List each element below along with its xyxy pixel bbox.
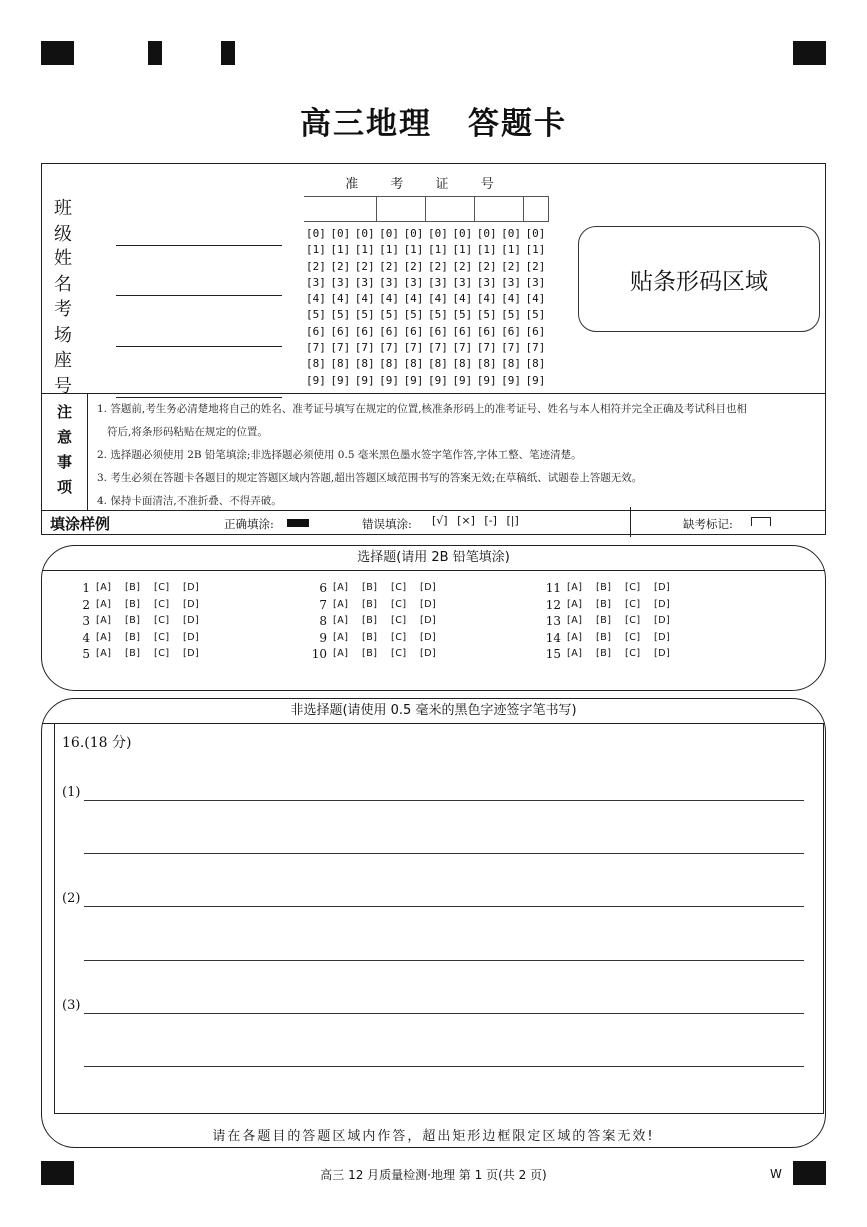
page-footer: 高三 12 月质量检测·地理 第 1 页(共 2 页) <box>320 1168 547 1182</box>
notes-section <box>42 393 825 511</box>
choice-question <box>539 630 683 647</box>
digit-bubble[interactable]: [3] <box>476 275 497 289</box>
option-bubble[interactable]: [B] <box>362 582 378 593</box>
digit-bubble[interactable]: [3] <box>452 275 473 289</box>
digit-row <box>306 340 550 356</box>
digit-bubble[interactable]: [1] <box>354 243 375 257</box>
digit-bubble[interactable]: [5] <box>452 308 473 322</box>
name-label: 姓 名 <box>54 248 92 295</box>
correct-fill-label: 正确填涂: <box>224 517 274 531</box>
option-bubble[interactable]: [C] <box>154 615 170 626</box>
name-input-line[interactable] <box>116 275 282 296</box>
digit-bubble[interactable]: [6] <box>354 324 375 338</box>
option-bubble[interactable]: [A] <box>333 582 349 593</box>
digit-bubble[interactable]: [6] <box>403 324 424 338</box>
digit-bubble[interactable]: [1] <box>403 243 424 257</box>
alignment-mark-top-2 <box>148 41 162 65</box>
digit-bubble[interactable]: [5] <box>525 308 546 322</box>
footer-corner-mark: W <box>770 1167 782 1181</box>
option-bubble[interactable]: [C] <box>154 598 170 610</box>
wrong-mark: [√] <box>432 514 448 527</box>
digit-row <box>306 356 550 372</box>
title-subject: 高三地理 <box>300 106 432 142</box>
option-bubble[interactable]: [B] <box>596 582 612 593</box>
digit-bubble[interactable]: [7] <box>476 341 497 355</box>
question-number: 15 <box>545 647 561 661</box>
digit-bubble[interactable]: [0] <box>452 227 473 240</box>
choice-header: 选择题(请用 2B 铅笔填涂) <box>42 546 825 571</box>
digit-bubble[interactable]: [3] <box>403 275 424 289</box>
answer-line[interactable] <box>84 1013 804 1014</box>
option-bubble[interactable]: [D] <box>654 648 671 659</box>
wrong-fill-label: 错误填涂: <box>362 517 412 531</box>
digit-bubble[interactable]: [4] <box>427 292 448 306</box>
digit-bubble[interactable]: [7] <box>306 341 326 355</box>
digit-bubble[interactable]: [0] <box>354 227 375 240</box>
fill-sample-label: 填涂样例 <box>50 515 111 533</box>
question-number: 1 <box>82 581 90 595</box>
answer-line[interactable] <box>84 960 804 961</box>
absent-mark-box[interactable] <box>751 517 771 526</box>
note-item: 3. 考生必须在答题卡各题目的规定答题区域内答题,超出答题区域范围书写的答案无效;在草稿纸、试题卷上答题无效。 <box>97 472 643 484</box>
digit-bubble[interactable]: [3] <box>379 275 400 289</box>
option-bubble[interactable]: [D] <box>420 582 437 593</box>
digit-bubble[interactable]: [4] <box>452 292 473 306</box>
digit-bubble[interactable]: [2] <box>306 259 326 273</box>
digit-bubble[interactable]: [6] <box>501 324 521 338</box>
option-bubble[interactable]: [C] <box>154 631 170 643</box>
question-number: 13 <box>545 614 561 628</box>
question-number: 12 <box>545 597 561 612</box>
digit-bubble[interactable]: [5] <box>427 308 448 322</box>
digit-bubble[interactable]: [1] <box>525 243 546 257</box>
digit-bubble[interactable]: [6] <box>452 324 473 338</box>
choice-section <box>41 545 826 691</box>
barcode-area: 贴条形码区域 <box>578 226 820 332</box>
correct-fill-icon <box>287 519 309 527</box>
digit-bubble[interactable]: [3] <box>306 275 326 289</box>
digit-bubble[interactable]: [6] <box>525 324 546 338</box>
question-number: 7 <box>319 597 327 612</box>
choice-question <box>305 613 449 630</box>
sample-divider <box>630 507 631 537</box>
answer-area-warning: 请在各题目的答题区域内作答，超出矩形边框限定区域的答案无效! <box>212 1129 655 1144</box>
option-bubble[interactable]: [C] <box>154 648 170 659</box>
digit-bubble[interactable]: [0] <box>525 227 546 240</box>
digit-bubble[interactable]: [2] <box>379 259 400 273</box>
digit-bubble[interactable]: [7] <box>525 341 546 355</box>
option-bubble[interactable]: [D] <box>654 631 671 643</box>
note-item: 4. 保持卡面清洁,不准折叠、不得弄破。 <box>97 495 282 507</box>
digit-bubble[interactable]: [9] <box>452 373 473 387</box>
digit-bubble[interactable]: [2] <box>525 259 546 273</box>
digit-row <box>306 259 550 275</box>
exam-number-write-row[interactable] <box>304 196 549 222</box>
digit-bubble[interactable]: [9] <box>501 373 521 387</box>
choice-question <box>68 580 212 597</box>
digit-bubble[interactable]: [6] <box>476 324 497 338</box>
digit-row <box>306 242 550 258</box>
digit-bubble[interactable]: [0] <box>379 227 400 240</box>
digit-bubble[interactable]: [3] <box>330 275 351 289</box>
digit-bubble[interactable]: [5] <box>379 308 400 322</box>
notes-label <box>42 394 88 510</box>
option-bubble[interactable]: [D] <box>183 648 200 659</box>
option-bubble[interactable]: [B] <box>596 648 612 659</box>
digit-bubble[interactable]: [4] <box>525 292 546 306</box>
option-bubble[interactable]: [C] <box>154 582 170 593</box>
option-bubble[interactable]: [A] <box>96 615 112 626</box>
option-bubble[interactable]: [D] <box>654 615 671 626</box>
question-number: 4 <box>82 630 90 645</box>
digit-bubble[interactable]: [1] <box>306 243 326 257</box>
choice-question <box>539 646 683 663</box>
answer-area-16[interactable] <box>54 723 824 1114</box>
digit-bubble[interactable]: [3] <box>501 275 521 289</box>
choice-question <box>305 580 449 597</box>
digit-bubble[interactable]: [2] <box>427 259 448 273</box>
digit-row <box>306 291 550 307</box>
option-bubble[interactable]: [D] <box>654 598 671 610</box>
option-bubble[interactable]: [A] <box>333 598 349 610</box>
option-bubble[interactable]: [A] <box>96 648 112 659</box>
digit-bubble[interactable]: [2] <box>354 259 375 273</box>
digit-bubble[interactable]: [8] <box>354 357 375 371</box>
class-label: 班 级 <box>54 198 92 245</box>
option-bubble[interactable]: [A] <box>333 648 349 659</box>
exam-room-label: 考 场 <box>54 299 92 346</box>
digit-bubble[interactable]: [1] <box>330 243 351 257</box>
option-bubble[interactable]: [B] <box>362 631 378 643</box>
alignment-mark-top-3 <box>221 41 235 65</box>
option-bubble[interactable]: [A] <box>333 631 349 643</box>
digit-row <box>306 373 550 389</box>
wrong-fill-icon <box>432 514 519 527</box>
digit-bubble[interactable]: [9] <box>403 373 424 387</box>
exam-room-field[interactable] <box>54 295 282 347</box>
digit-bubble[interactable]: [8] <box>501 357 521 371</box>
question-number: 14 <box>545 630 561 645</box>
digit-bubble[interactable]: [3] <box>427 275 448 289</box>
digit-bubble[interactable]: [8] <box>379 357 400 371</box>
option-bubble[interactable]: [A] <box>96 598 112 610</box>
digit-bubble[interactable]: [2] <box>403 259 424 273</box>
digit-bubble[interactable]: [6] <box>306 324 326 338</box>
digit-bubble[interactable]: [6] <box>330 324 351 338</box>
seat-label: 座 号 <box>54 350 92 397</box>
choice-question <box>305 646 449 663</box>
nonchoice-header: 非选择题(请使用 0.5 毫米的黑色字迹签字笔书写) <box>42 699 825 724</box>
student-info-box <box>41 163 826 535</box>
digit-bubble[interactable]: [1] <box>476 243 497 257</box>
option-bubble[interactable]: [D] <box>420 648 437 659</box>
question-16-label: 16.(18 分) <box>62 735 132 751</box>
digit-bubble[interactable]: [1] <box>501 243 521 257</box>
choice-question <box>68 630 212 647</box>
digit-bubble[interactable]: [7] <box>330 341 351 355</box>
note-item: 2. 选择题必须使用 2B 铅笔填涂;非选择题必须使用 0.5 毫米黑色墨水签字笔作答,字体工整、笔迹清楚。 <box>97 449 582 461</box>
option-bubble[interactable]: [D] <box>183 615 200 626</box>
question-number: 5 <box>82 647 90 661</box>
digit-row <box>306 307 550 323</box>
digit-row <box>306 275 550 291</box>
digit-bubble[interactable]: [8] <box>306 357 326 371</box>
option-bubble[interactable]: [D] <box>420 598 437 610</box>
note-item: 符后,将条形码粘贴在规定的位置。 <box>107 426 268 438</box>
digit-row <box>306 324 550 340</box>
question-number: 3 <box>82 614 90 628</box>
option-bubble[interactable]: [C] <box>625 598 641 610</box>
digit-bubble[interactable]: [7] <box>452 341 473 355</box>
question-number: 11 <box>545 581 561 595</box>
digit-bubble[interactable]: [3] <box>354 275 375 289</box>
page-title <box>0 98 867 143</box>
option-bubble[interactable]: [B] <box>362 615 378 626</box>
note-item: 1. 答题前,考生务必清楚地将自己的姓名、准考证号填写在规定的位置,核准条形码上的准考证号、姓名与本人相符并完全正确及考试科目也相 <box>97 403 748 415</box>
digit-bubble[interactable]: [2] <box>476 259 497 273</box>
digit-bubble[interactable]: [8] <box>452 357 473 371</box>
option-bubble[interactable]: [B] <box>125 582 141 593</box>
digit-bubble[interactable]: [4] <box>501 292 521 306</box>
answer-line[interactable] <box>84 853 804 854</box>
notes-label-char: 意 <box>56 428 72 446</box>
option-bubble[interactable]: [D] <box>420 615 437 626</box>
question-number: 6 <box>319 581 327 595</box>
option-bubble[interactable]: [D] <box>183 631 200 643</box>
digit-bubble[interactable]: [9] <box>427 373 448 387</box>
digit-bubble[interactable]: [6] <box>427 324 448 338</box>
digit-bubble[interactable]: [1] <box>452 243 473 257</box>
option-bubble[interactable]: [B] <box>125 615 141 626</box>
choice-question <box>539 597 683 614</box>
choice-question <box>305 630 449 647</box>
option-bubble[interactable]: [A] <box>567 598 583 610</box>
choice-question <box>68 597 212 614</box>
wrong-mark: [-] <box>484 514 497 527</box>
question-number: 10 <box>311 647 327 661</box>
option-bubble[interactable]: [A] <box>567 631 583 643</box>
option-bubble[interactable]: [D] <box>654 582 671 593</box>
digit-bubble[interactable]: [9] <box>354 373 375 387</box>
digit-bubble[interactable]: [9] <box>330 373 351 387</box>
option-bubble[interactable]: [C] <box>625 615 641 626</box>
digit-bubble[interactable]: [0] <box>306 227 326 240</box>
digit-bubble[interactable]: [9] <box>306 373 326 387</box>
digit-bubble[interactable]: [4] <box>306 292 326 306</box>
digit-bubble[interactable]: [3] <box>525 275 546 289</box>
digit-bubble[interactable]: [7] <box>354 341 375 355</box>
alignment-mark-top-right <box>793 41 826 65</box>
part-2-label: (2) <box>62 891 81 906</box>
part-1-label: (1) <box>62 785 81 800</box>
option-bubble[interactable]: [A] <box>333 615 349 626</box>
option-bubble[interactable]: [C] <box>391 615 407 626</box>
name-field[interactable] <box>54 244 282 296</box>
digit-bubble[interactable]: [5] <box>306 308 326 322</box>
option-bubble[interactable]: [B] <box>596 598 612 610</box>
notes-text <box>97 398 817 513</box>
digit-bubble[interactable]: [9] <box>379 373 400 387</box>
choice-column <box>539 580 683 663</box>
option-bubble[interactable]: [C] <box>391 598 407 610</box>
question-number: 8 <box>319 614 327 628</box>
digit-bubble[interactable]: [0] <box>330 227 351 240</box>
choice-column <box>68 580 212 663</box>
digit-bubble[interactable]: [7] <box>427 341 448 355</box>
choice-question <box>305 597 449 614</box>
digit-bubble[interactable]: [6] <box>379 324 400 338</box>
digit-bubble[interactable]: [4] <box>330 292 351 306</box>
option-bubble[interactable]: [A] <box>567 648 583 659</box>
option-bubble[interactable]: [C] <box>391 582 407 593</box>
notes-label-char: 项 <box>56 478 72 496</box>
option-bubble[interactable]: [D] <box>183 582 200 593</box>
option-bubble[interactable]: [B] <box>125 631 141 643</box>
digit-bubble[interactable]: [5] <box>476 308 497 322</box>
option-bubble[interactable]: [B] <box>596 615 612 626</box>
digit-bubble[interactable]: [9] <box>476 373 497 387</box>
seat-field[interactable] <box>54 346 282 398</box>
digit-bubble[interactable]: [2] <box>501 259 521 273</box>
fill-sample-row <box>42 509 825 535</box>
option-bubble[interactable]: [B] <box>362 648 378 659</box>
option-bubble[interactable]: [C] <box>625 631 641 643</box>
answer-line[interactable] <box>84 800 804 801</box>
option-bubble[interactable]: [B] <box>596 631 612 643</box>
digit-row <box>306 226 550 242</box>
digit-bubble[interactable]: [9] <box>525 373 546 387</box>
choice-question <box>539 580 683 597</box>
option-bubble[interactable]: [C] <box>625 582 641 593</box>
digit-bubble[interactable]: [5] <box>501 308 521 322</box>
title-card: 答题卡 <box>468 106 567 142</box>
digit-bubble[interactable]: [7] <box>379 341 400 355</box>
choice-question <box>68 646 212 663</box>
digit-bubble[interactable]: [2] <box>330 259 351 273</box>
digit-bubble[interactable]: [7] <box>403 341 424 355</box>
notes-label-char: 事 <box>56 453 72 471</box>
part-3-label: (3) <box>62 998 81 1013</box>
exam-room-input-line[interactable] <box>116 326 282 347</box>
option-bubble[interactable]: [D] <box>420 631 437 643</box>
exam-number-bubble-grid[interactable] <box>306 226 550 389</box>
choice-column <box>305 580 449 663</box>
option-bubble[interactable]: [C] <box>391 631 407 643</box>
digit-bubble[interactable]: [0] <box>427 227 448 240</box>
digit-bubble[interactable]: [5] <box>330 308 351 322</box>
digit-bubble[interactable]: [2] <box>452 259 473 273</box>
option-bubble[interactable]: [B] <box>125 648 141 659</box>
option-bubble[interactable]: [A] <box>567 582 583 593</box>
question-number: 9 <box>319 630 327 645</box>
option-bubble[interactable]: [A] <box>567 615 583 626</box>
wrong-mark: [|] <box>506 514 519 527</box>
answer-line[interactable] <box>84 1066 804 1067</box>
option-bubble[interactable]: [B] <box>362 598 378 610</box>
digit-bubble[interactable]: [8] <box>427 357 448 371</box>
digit-bubble[interactable]: [0] <box>403 227 424 240</box>
absent-mark-label: 缺考标记: <box>683 517 733 531</box>
option-bubble[interactable]: [C] <box>391 648 407 659</box>
digit-bubble[interactable]: [8] <box>476 357 497 371</box>
digit-bubble[interactable]: [1] <box>379 243 400 257</box>
option-bubble[interactable]: [A] <box>96 631 112 643</box>
exam-number-label: 准 考 证 号 <box>345 177 508 192</box>
digit-bubble[interactable]: [4] <box>379 292 400 306</box>
question-number: 2 <box>82 597 90 612</box>
digit-bubble[interactable]: [4] <box>354 292 375 306</box>
option-bubble[interactable]: [C] <box>625 648 641 659</box>
class-field[interactable] <box>54 194 282 246</box>
option-bubble[interactable]: [A] <box>96 582 112 593</box>
digit-bubble[interactable]: [7] <box>501 341 521 355</box>
nonchoice-section <box>41 698 826 1148</box>
digit-bubble[interactable]: [0] <box>501 227 521 240</box>
answer-line[interactable] <box>84 906 804 907</box>
choice-question <box>539 613 683 630</box>
digit-bubble[interactable]: [0] <box>476 227 497 240</box>
digit-bubble[interactable]: [5] <box>403 308 424 322</box>
digit-bubble[interactable]: [8] <box>403 357 424 371</box>
class-input-line[interactable] <box>116 225 282 246</box>
digit-bubble[interactable]: [1] <box>427 243 448 257</box>
wrong-mark: [×] <box>457 514 475 527</box>
option-bubble[interactable]: [B] <box>125 598 141 610</box>
digit-bubble[interactable]: [8] <box>330 357 351 371</box>
digit-bubble[interactable]: [8] <box>525 357 546 371</box>
notes-label-char: 注 <box>56 403 72 421</box>
choice-question <box>68 613 212 630</box>
digit-bubble[interactable]: [5] <box>354 308 375 322</box>
alignment-mark-top-left <box>41 41 74 65</box>
digit-bubble[interactable]: [4] <box>476 292 497 306</box>
option-bubble[interactable]: [D] <box>183 598 200 610</box>
digit-bubble[interactable]: [4] <box>403 292 424 306</box>
